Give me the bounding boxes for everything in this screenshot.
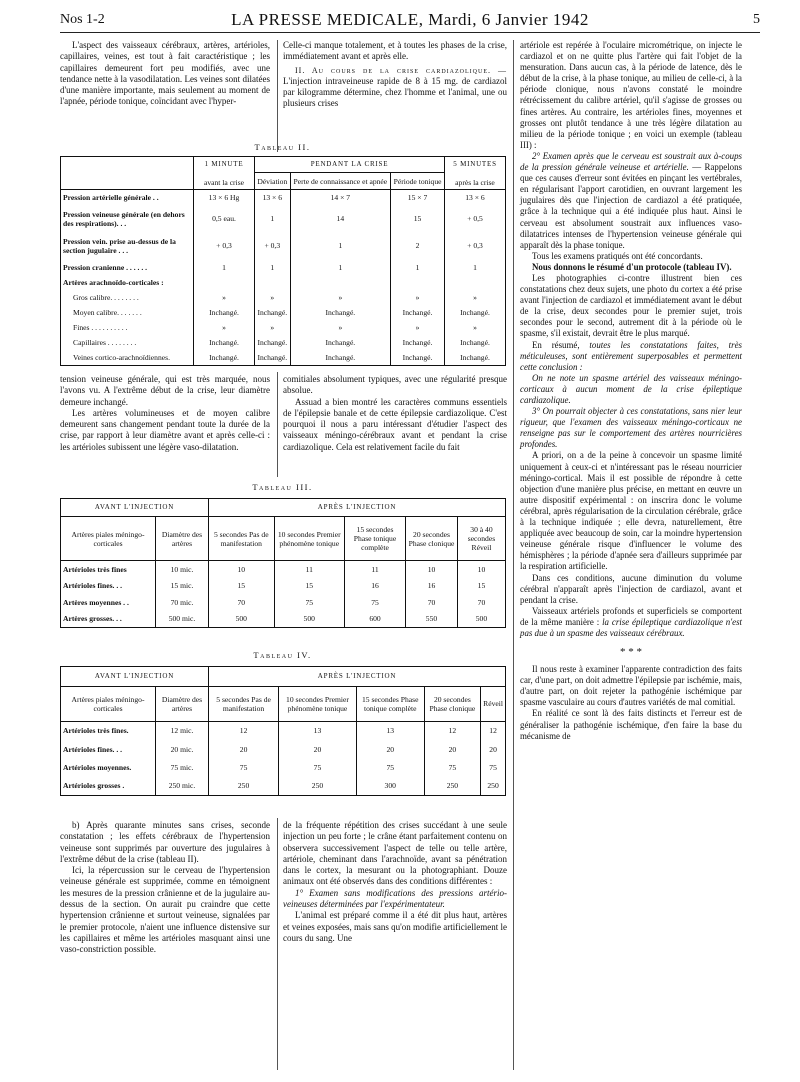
table-4-caption: Tableau IV. — [253, 650, 312, 660]
table-row — [61, 232, 506, 259]
table-header: APRÈS L'INJECTION — [209, 667, 506, 687]
paragraph-text: En résumé, — [532, 339, 590, 350]
table-cell: 20 — [356, 740, 424, 758]
table-cell: » — [391, 320, 445, 335]
paragraph: comitiales absolument typiques, avec une régularité presque absolue. — [283, 374, 507, 396]
table-cell: » — [255, 290, 291, 305]
table-cell: 10 — [406, 561, 458, 578]
section-heading: II. Au cours de la crise cardiazolique. — — [295, 65, 507, 75]
table-cell: 75 — [209, 758, 279, 776]
paragraph: Tous les examens pratiqués ont été concordants. — [532, 250, 703, 261]
table-cell: 600 — [344, 610, 405, 627]
table-cell: 75 — [424, 758, 480, 776]
row-label: Artérioles grosses . — [61, 776, 156, 795]
row-label: Artères arachnoïdo-corticales : — [61, 275, 194, 290]
table-cell: Inchangé. — [194, 350, 255, 366]
table-header: Artères piales méningo-corticales — [61, 516, 156, 560]
table-cell: Inchangé. — [445, 350, 506, 366]
row-label: Gros calibre. . . . . . . . — [61, 290, 194, 305]
table-row — [61, 260, 506, 275]
table-row — [61, 205, 506, 232]
table-4-body — [61, 721, 506, 795]
table-header: AVANT L'INJECTION — [61, 667, 209, 687]
paragraph — [520, 373, 742, 406]
table-cell: 13 × 6 Hg — [194, 189, 255, 205]
paragraph — [520, 340, 742, 373]
table-cell: 20 — [481, 740, 506, 758]
table-cell: + 0,3 — [255, 232, 291, 259]
table-header: Diamètre des artères — [156, 516, 209, 560]
table-cell: + 0,5 — [445, 205, 506, 232]
column-1-mid — [60, 374, 270, 453]
paragraph: Assuad a bien montré les caractères communs essentiels de l'épilepsie banale et de cette épilepsie cardiazolique. C'est pourquoi il nous a paru intéressant d'étudier l'aspect des vaisseaux méningo-cérébraux avant et pendant la crise cardiazolique. Cela est relativement facile du fait — [283, 396, 507, 452]
table-header: PENDANT LA CRISE — [255, 157, 445, 173]
table-header: 1 MINUTE — [204, 159, 244, 168]
paragraph: artériole est repérée à l'oculaire micrométrique, on injecte le cardiazol et on ne quitte plus l'artère qui fait l'objet de la mensuration. Dans aucun cas, à la période de latence, dès le début de la crise, à la phase tonique, au milieu de celle-ci, à la période clonique, nous n'avons constaté le moindre rétrécissement du calibre artériel, qu'il s'agisse de grosses ou fines artères. Au contraire, les artérioles fines, moyennes et grosses ont plutôt tendance à une très légère dilatation au milieu de la période tonique ; en voici un exemple (tableau III) : — [520, 40, 742, 150]
diameter-cell: 75 mic. — [156, 758, 209, 776]
table-cell: + 0,3 — [445, 232, 506, 259]
table-row — [61, 610, 506, 627]
table-cell: 75 — [274, 594, 344, 610]
table-cell: 10 — [209, 561, 275, 578]
table-3-caption: Tableau III. — [252, 482, 313, 492]
column-1-top — [60, 40, 270, 108]
table-cell: 75 — [279, 758, 357, 776]
table-cell: » — [194, 290, 255, 305]
paragraph: L'animal est préparé comme il a été dit plus haut, artères et veines exposées, mais sans qu'on modifie artificiellement le cours du sang. Une — [283, 910, 507, 943]
table-cell: 250 — [279, 776, 357, 795]
row-label: Artérioles fines. . . — [61, 740, 156, 758]
table-cell — [445, 275, 506, 290]
table-cell: 20 — [209, 740, 279, 758]
journal-title: LA PRESSE MEDICALE, Mardi, 6 Janvier 1942 — [231, 10, 589, 29]
row-label: Artérioles très fines. — [61, 721, 156, 740]
table-cell: Inchangé. — [445, 335, 506, 350]
table-header: 15 secondes Phase tonique complète — [344, 516, 405, 560]
table-cell: 13 — [356, 721, 424, 740]
table-cell: 1 — [445, 260, 506, 275]
table-cell — [391, 275, 445, 290]
table-cell — [255, 275, 291, 290]
table-4 — [60, 666, 506, 796]
row-label: Veines cortico-arachnoïdiennes. — [61, 350, 194, 366]
table-cell: 12 — [424, 721, 480, 740]
paragraph-text: L'injection intraveineuse rapide de 8 à 15 mg. de cardiazol par kilogramme détermine, chez l'homme et l'animal, une ou plusieurs crises — [283, 75, 507, 109]
table-cell: » — [255, 320, 291, 335]
column-2-mid — [283, 374, 507, 453]
table-cell: 70 — [209, 594, 275, 610]
paragraph: Ici, la répercussion sur le cerveau de l'hypertension veineuse générale est supprimée, comme en témoignent les mesures de la pression crânienne et de la jugulaire au-dessus de la section. On aurait pu craindre que cette hypertension crânienne et surtout veineuse, signalées par le premier protocole, n'aient une influence distensive sur les capillaires et même les artérioles masquant ainsi une vaso-constriction possible. — [60, 865, 270, 955]
table-cell: 12 — [209, 721, 279, 740]
table-header: Artères piales méningo-corticales — [61, 686, 156, 721]
column-rule — [277, 372, 278, 477]
table-cell: 1 — [290, 260, 390, 275]
table-header: APRÈS L'INJECTION — [209, 499, 506, 517]
table-cell: » — [391, 290, 445, 305]
paragraph-text: — Rappelons que ces causes d'erreur sont évitées en pinçant les vertébrales, en régularisant l'apport carotidien, en ouvrant largement les jugulaires dès que l'injection de cardiazol a été pratiquée, grâce à la technique qui a été indiquée plus haut. Ainsi le cerveau est absolument soustrait aux influences vaso-dilatatrices intenses de l'hypertension veineuse générale qui apparaît dès la phase tonique. — [520, 162, 742, 250]
table-cell: 16 — [406, 578, 458, 594]
table-cell: 13 — [279, 721, 357, 740]
table-cell: 14 × 7 — [290, 189, 390, 205]
table-header: 15 secondes Phase tonique complète — [356, 686, 424, 721]
table-header: après la crise — [455, 177, 495, 187]
table-row — [61, 776, 506, 795]
table-row — [61, 594, 506, 610]
table-cell: 2 — [391, 232, 445, 259]
row-label: Artères grosses. . . — [61, 610, 156, 627]
italic-heading: 1° Examen sans modifications des pressions artério-veineuses déterminées par l'expérimentateur. — [283, 887, 507, 910]
table-cell: Inchangé. — [255, 305, 291, 320]
section-separator: * * * — [620, 646, 642, 659]
conclusion-text: On ne note un spasme artériel des vaisseaux méningo-corticaux à aucun moment de la crise épileptique cardiazolique. — [520, 372, 742, 405]
table-2-body — [61, 189, 506, 365]
table-row — [61, 578, 506, 594]
table-header: 20 secondes Phase clonique — [424, 686, 480, 721]
table-row — [61, 721, 506, 740]
table-row — [61, 305, 506, 320]
table-row — [61, 189, 506, 205]
table-cell: 11 — [344, 561, 405, 578]
table-cell: Inchangé. — [445, 305, 506, 320]
table-cell — [290, 275, 390, 290]
table-cell: 14 — [290, 205, 390, 232]
table-header: 5 secondes Pas de manifestation — [209, 686, 279, 721]
table-cell: » — [194, 320, 255, 335]
table-3 — [60, 498, 506, 628]
table-header: 5 secondes Pas de manifestation — [209, 516, 275, 560]
row-label: Artères moyennes . . — [61, 594, 156, 610]
table-2 — [60, 156, 506, 366]
table-header: 30 à 40 secondes Réveil — [457, 516, 505, 560]
table-header: avant la crise — [203, 177, 245, 187]
table-header: Perte de connaissance et apnée — [290, 173, 390, 189]
paragraph: L'aspect des vaisseaux cérébraux, artères, artérioles, capillaires, veines, est tout à fait caractéristique ; les capillaires demeurent fort peu modifiés, avec une tendance nette à la vasodilatation. Les veines sont dilatées d'une manière importante, mais seulement au moment de l'apnée, période tonique, coïncidant avec l'hyper- — [60, 40, 270, 107]
column-2-top — [283, 40, 507, 110]
table-cell: » — [290, 320, 390, 335]
row-label: Artérioles fines. . . — [61, 578, 156, 594]
paragraph — [520, 151, 742, 251]
page-header — [60, 10, 760, 33]
paragraph: Il nous reste à examiner l'apparente contradiction des faits car, d'une part, on doit admettre l'épilepsie par ischémie, mais, d'autre part, on doit rejeter la pathogénie ischémique par spasme vasculaire au cours d'autres variétés de mal comitial. — [520, 664, 742, 708]
page-number: 5 — [753, 12, 760, 27]
paragraph: Celle-ci manque totalement, et à toutes les phases de la crise, immédiatement avant et après elle. — [283, 40, 507, 62]
diameter-cell: 500 mic. — [156, 610, 209, 627]
table-cell: » — [445, 290, 506, 305]
table-cell: 1 — [194, 260, 255, 275]
paragraph: Les artères volumineuses et de moyen calibre demeurent sans changement pendant toute la durée de la crise, par rapport à leur diamètre avant et après celle-ci : les artérioles subissent une légère vaso-dilatation. — [60, 407, 270, 452]
paragraph — [283, 888, 507, 911]
table-cell: 75 — [356, 758, 424, 776]
row-label: Moyen calibre. . . . . . . — [61, 305, 194, 320]
row-label: Pression artérielle générale . . — [61, 189, 194, 205]
table-cell: Inchangé. — [391, 350, 445, 366]
table-row — [61, 320, 506, 335]
diameter-cell: 15 mic. — [156, 578, 209, 594]
paragraph — [283, 65, 507, 110]
table-cell: 70 — [457, 594, 505, 610]
paragraph-text: la crise épileptique cardiazolique n'est pas due à un spasme des vaisseaux cérébraux. — [520, 616, 742, 638]
table-cell: 16 — [344, 578, 405, 594]
table-cell: 15 — [457, 578, 505, 594]
column-rule — [277, 818, 278, 1070]
table-header: AVANT L'INJECTION — [61, 499, 209, 517]
table-cell: 13 × 6 — [445, 189, 506, 205]
table-cell: 250 — [481, 776, 506, 795]
table-cell: 500 — [209, 610, 275, 627]
table-cell: Inchangé. — [255, 335, 291, 350]
table-header: 5 MINUTES — [453, 159, 497, 168]
paragraph — [520, 606, 742, 639]
table-cell: Inchangé. — [290, 305, 390, 320]
paragraph: Nous donnons le résumé d'un protocole (tableau IV). — [532, 261, 732, 272]
table-header: Déviation — [255, 173, 291, 189]
table-cell: Inchangé. — [290, 335, 390, 350]
table-header: 10 secondes Premier phénomène tonique — [274, 516, 344, 560]
table-cell: Inchangé. — [391, 305, 445, 320]
table-cell: 15 × 7 — [391, 189, 445, 205]
table-cell: Inchangé. — [290, 350, 390, 366]
diameter-cell: 10 mic. — [156, 561, 209, 578]
table-cell: 1 — [290, 232, 390, 259]
paragraph: Les photographies ci-contre illustrent bien ces constatations chez deux sujets, une photo du cortex a été prise avant l'injection de cardiazol et immédiatement avant le début de la crise, deux secondes pour le premier sujet, trois secondes pour le second, autrement dit à la période où le spasme, s'il existait, devrait être le plus marqué. — [520, 272, 742, 339]
table-cell: Inchangé. — [391, 335, 445, 350]
row-label: Capillaires . . . . . . . . — [61, 335, 194, 350]
table-cell: 1 — [255, 205, 291, 232]
table-cell: Inchangé. — [194, 305, 255, 320]
table-cell: 500 — [457, 610, 505, 627]
diameter-cell: 250 mic. — [156, 776, 209, 795]
table-row — [61, 561, 506, 578]
table-cell: 15 — [274, 578, 344, 594]
table-row — [61, 275, 506, 290]
row-label: Pression cranienne . . . . . . — [61, 260, 194, 275]
table-cell: 250 — [209, 776, 279, 795]
column-2-bottom — [283, 820, 507, 944]
column-3 — [520, 40, 742, 742]
row-label: Fines . . . . . . . . . . — [61, 320, 194, 335]
table-cell: 250 — [424, 776, 480, 795]
table-cell: 75 — [481, 758, 506, 776]
row-label: Artérioles très fines — [61, 561, 156, 578]
table-cell: Inchangé. — [194, 335, 255, 350]
table-cell: 1 — [391, 260, 445, 275]
paragraph: A priori, on a de la peine à concevoir un spasme limité uniquement à ceux-ci et n'intéressant pas le réseau nourricier méningo-cortical. Mais il est possible de répondre à cette objection d'une manière plus précise, en mettant en œuvre un autre dispositif expérimental : on inscrira donc le volume cérébral, après régularisation de la circulation cérébrale, grâce à la technique indiquée ; elle devra, naturellement, être appliquée avec beaucoup de soin, car la moindre hypertension veineuse générale risque d'influencer le volume des hémisphères ; la période d'apnée sera d'ailleurs supprimée par la respiration artificielle. — [520, 450, 742, 572]
diameter-cell: 70 mic. — [156, 594, 209, 610]
paragraph: tension veineuse générale, qui est très marquée, nous l'avons vu. A l'extrême début de la crise, leur diamètre demeure inchangé. — [60, 374, 270, 407]
table-row — [61, 290, 506, 305]
paragraph — [520, 406, 742, 450]
table-header: Réveil — [481, 686, 506, 721]
italic-heading: 3° On pourrait objecter à ces constatations, sans nier leur rigueur, que l'examen des vaisseaux méningo-corticaux ne renseigne pas sur le comportement des artères nourricières profondes. — [520, 406, 742, 450]
table-cell: + 0,3 — [194, 232, 255, 259]
table-cell: 20 — [279, 740, 357, 758]
column-rule — [277, 40, 278, 152]
paragraph: de la fréquente répétition des crises succédant à une seule injection un peu forte ; le crâne étant parfaitement contenu on observera successivement l'aspect de telle ou telle artère, artériole, cheminant dans l'arachnoïde, avant sa pénétration dans le cortex, la mesurant ou la photographiant. Douze animaux ont été observés dans des conditions différentes : — [283, 820, 507, 887]
italic-heading: 2° Examen après que le cerveau est soustrait aux à-coups de la pression générale veineuse et artérielle. — [520, 150, 742, 173]
row-label: Pression vein. prise au-dessus de la section jugulaire . . . — [61, 232, 194, 259]
paragraph-text: Vaisseaux artériels profonds et superficiels se comportent de la même manière : — [520, 605, 742, 627]
table-cell: 15 — [391, 205, 445, 232]
table-cell — [194, 275, 255, 290]
table-cell: 12 — [481, 721, 506, 740]
table-2-caption: Tableau II. — [254, 142, 311, 152]
table-cell: » — [445, 320, 506, 335]
diameter-cell: 20 mic. — [156, 740, 209, 758]
table-cell: » — [290, 290, 390, 305]
table-3-body — [61, 561, 506, 628]
paragraph: En réalité ce sont là des faits distincts et l'erreur est de généraliser la pathogénie ischémique, d'en faire la base du mécanisme de — [520, 708, 742, 741]
table-header: 10 secondes Premier phénomène tonique — [279, 686, 357, 721]
paragraph: Dans ces conditions, aucune diminution du volume cérébral n'apparaît après l'injection de cardiazol, avant et pendant la crise. — [520, 572, 742, 605]
table-row — [61, 740, 506, 758]
table-cell: 500 — [274, 610, 344, 627]
table-cell: 0,5 eau. — [194, 205, 255, 232]
table-cell: 15 — [209, 578, 275, 594]
table-cell: 10 — [457, 561, 505, 578]
table-cell: 75 — [344, 594, 405, 610]
table-cell: 11 — [274, 561, 344, 578]
table-cell: 550 — [406, 610, 458, 627]
paragraph: b) Après quarante minutes sans crises, seconde constatation ; les effets cérébraux de l'hypertension veineuse sont supprimés par ouverture des jugulaires à l'extrême début de la crise (tableau II). — [60, 820, 270, 864]
table-cell: 70 — [406, 594, 458, 610]
table-row — [61, 758, 506, 776]
column-1-bottom — [60, 820, 270, 956]
column-rule — [513, 40, 514, 1070]
row-label: Pression veineuse générale (en dehors des respirations). . . — [61, 205, 194, 232]
table-row — [61, 335, 506, 350]
diameter-cell: 12 mic. — [156, 721, 209, 740]
row-label: Artérioles moyennes. — [61, 758, 156, 776]
table-cell: 13 × 6 — [255, 189, 291, 205]
table-row — [61, 350, 506, 366]
table-cell: 1 — [255, 260, 291, 275]
table-header: 20 secondes Phase clonique — [406, 516, 458, 560]
issue-number: Nos 1-2 — [60, 12, 105, 27]
table-cell: Inchangé. — [255, 350, 291, 366]
table-header: Période tonique — [391, 173, 445, 189]
table-cell: 20 — [424, 740, 480, 758]
table-header: Diamètre des artères — [156, 686, 209, 721]
paragraph-text: toutes les constatations faites, très méticuleuses, sont entièrement superposables et permettent cette conclusion : — [520, 339, 742, 372]
table-cell: 300 — [356, 776, 424, 795]
